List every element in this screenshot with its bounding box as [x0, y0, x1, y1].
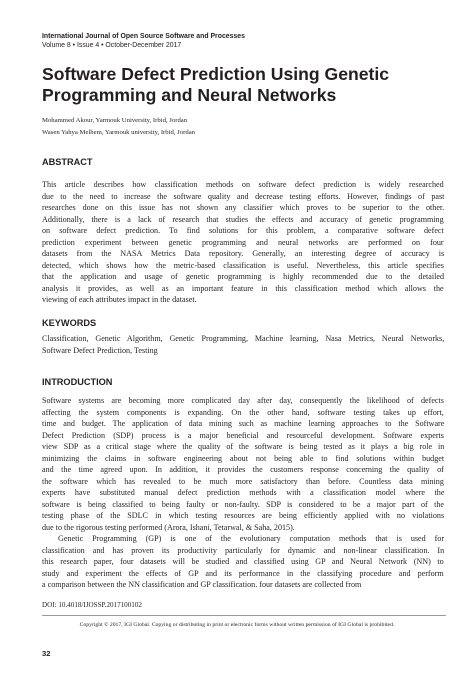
page-number: 32 [42, 649, 51, 658]
journal-name: International Journal of Open Source Software and Processes [42, 33, 245, 40]
intro-line: study and experiment the effects of GP and its performance in the classifying procedure and perform [42, 568, 444, 578]
doi: DOI: 10.4018/IJOSSP.2017100102 [42, 601, 142, 609]
keywords-heading: KEYWORDS [42, 318, 97, 328]
intro-line: Software systems are becoming more complicated day after day, consequently the likelihood of defects [42, 396, 444, 405]
intro-line: view SDP as a critical stage where the quality of the software is being tested as it plays a big role in [42, 442, 445, 451]
keywords-line: Classification, Genetic Algorithm, Genetic Programming, Machine learning, Nasa Metrics, Neural Networks, [42, 334, 445, 343]
introduction-text [42, 395, 444, 591]
intro-line: experts have substituted manual defect prediction methods with a classification model where the [42, 488, 445, 497]
abstract-line: Additionally, there is a lack of research that studies the effects and accuracy of genetic programming [42, 214, 444, 224]
author-affiliation: Mohammed Akour, Yarmouk University, Irbid, Jordan [42, 117, 188, 124]
intro-line: testing phase of the SDLC in which testing resources are being efficiently applied with no violations [42, 511, 445, 520]
abstract-text [42, 179, 444, 306]
abstract-line: This article describes how classification methods on software defect prediction is widely researched [42, 180, 444, 189]
abstract-line: due to the need to increase the software quality and decrease testing efforts. However, findings of past [42, 191, 445, 201]
paper-title [42, 64, 442, 106]
introduction-heading: INTRODUCTION [42, 377, 113, 387]
title-line: Software Defect Prediction Using Genetic [42, 64, 390, 84]
intro-line: this research paper, four datasets will be studied and classified using GP and Neural Network (NN) to [42, 557, 444, 566]
abstract-line: researches done on this issue has not shown any classifier which proves to be superior to the other. [42, 203, 445, 212]
intro-line: Defect Prediction (SDP) process is a major beneficial and resourceful development. Software experts [42, 430, 444, 440]
keywords-line: Software Defect Prediction, Testing [42, 345, 158, 355]
intro-line: time and budget. The application of data mining such as machine learning approaches to the Software [42, 419, 445, 428]
copyright-notice: Copyright © 2017, IGI Global. Copying or distributing in print or electronic forms without written permission of IGI Global is prohibited. [79, 622, 395, 628]
intro-line: software is being classified to being faulty or non-faulty. SDP is considered to be a major part of the [42, 499, 444, 509]
intro-line: affecting the system components is expanding. On the other hand, software testing takes up effort, [42, 407, 444, 417]
keywords-text [42, 333, 444, 356]
abstract-line: detected, which shows how the metric-based classification is useful. Nevertheless, this article specifies [42, 260, 444, 270]
journal-issue: Volume 8 • Issue 4 • October-December 2017 [42, 42, 182, 49]
intro-line: minimizing the claims in software engineering about not being able to find solutions within budget [42, 453, 445, 463]
abstract-line: datasets from the NASA Metrics Data repository. Generally, an interesting degree of accuracy is [42, 249, 445, 258]
abstract-heading: ABSTRACT [42, 157, 93, 167]
intro-line: Genetic Programming (GP) is one of the evolutionary computation methods that is used for [58, 534, 445, 543]
intro-line: the software which has revealed to be much more satisfactory than before. Countless data mining [42, 476, 444, 486]
intro-line: a comparison between the NN classification and GP classification. four datasets are collected from [42, 580, 362, 589]
author-affiliation: Wasen Yahya Melhem, Yarmouk university, Irbid, Jordan [42, 129, 196, 136]
abstract-line: on software defect prediction. To find solutions for this problem, a comparative software defect [42, 226, 444, 235]
abstract-line: viewing of each attributes impact in the dataset. [42, 295, 197, 304]
footer-divider [42, 615, 446, 616]
abstract-line: that the application and usage of genetic programming is highly recommended due to the detailed [42, 272, 445, 281]
intro-line: and the time agreed upon. In addition, it provides the customers response concerning the quality of [42, 465, 444, 474]
abstract-line: analysis it provides, as well as an important feature in this classification method which allows the [42, 283, 444, 293]
abstract-line: prediction experiment between genetic programming and neural networks are performed on four [42, 237, 444, 247]
title-line: Programming and Neural Networks [42, 85, 337, 105]
intro-line: due to the rigorous testing performed (Arora, Ishani, Tetarwal, & Saha, 2015). [42, 522, 295, 532]
intro-line: classification and has proven its productivity particularly for dynamic and non-linear classification. In [42, 545, 445, 555]
